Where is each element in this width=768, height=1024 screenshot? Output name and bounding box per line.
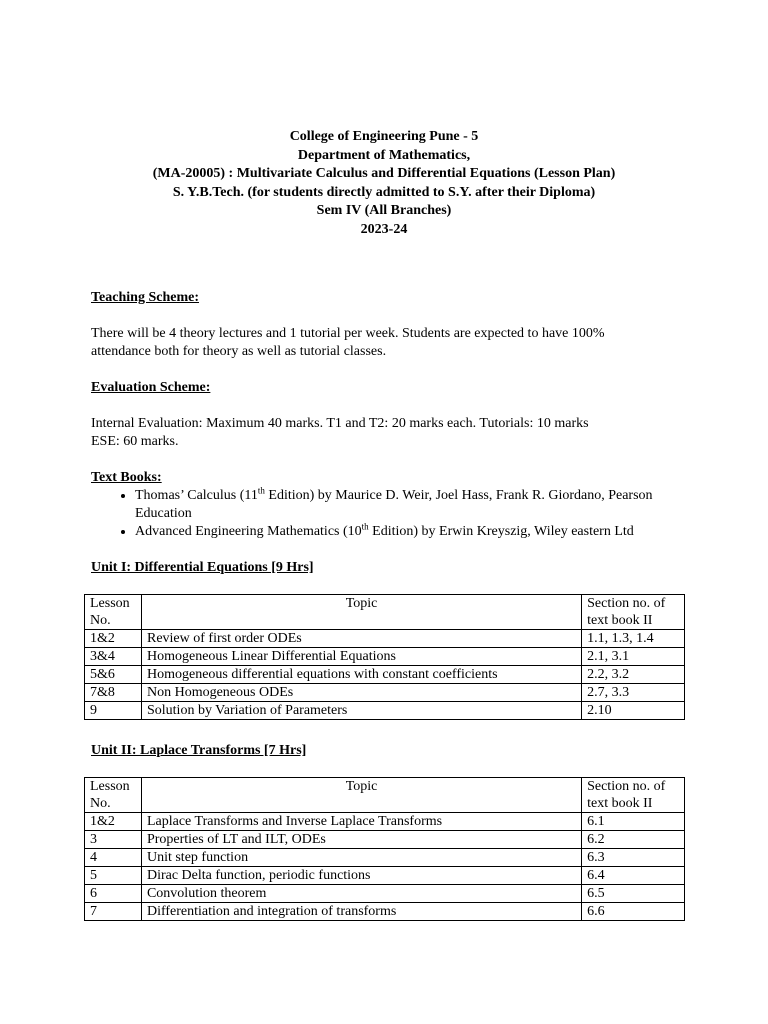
unit-1-table: [84, 594, 685, 720]
topic-cell: Laplace Transforms and Inverse Laplace Transforms: [141, 813, 581, 831]
table-row: [85, 666, 685, 684]
topic-cell: Convolution theorem: [141, 885, 581, 903]
teaching-scheme-text: There will be 4 theory lectures and 1 tutorial per week. Students are expected to have 100% attendance both for theory as well as tutorial classes.: [91, 326, 605, 359]
section-cell: 6.6: [582, 903, 685, 921]
section-cell: 6.2: [582, 831, 685, 849]
lesson-cell: 3&4: [85, 648, 142, 666]
evaluation-line-1: Internal Evaluation: Maximum 40 marks. T1 and T2: 20 marks each. Tutorials: 10 marks: [91, 416, 589, 431]
text-book-item: • Thomas’ Calculus (11th Edition) by Maurice D. Weir, Joel Hass, Frank R. Giordano, Pearson Education: [135, 487, 655, 523]
college-name: College of Engineering Pune - 5: [289, 129, 479, 144]
lesson-cell: 6: [85, 885, 142, 903]
topic-cell: Differentiation and integration of transforms: [141, 903, 581, 921]
table-row: [85, 903, 685, 921]
section-cell: 6.3: [582, 849, 685, 867]
topic-cell: Homogeneous Linear Differential Equations: [141, 648, 581, 666]
lesson-cell: 3: [85, 831, 142, 849]
table-row: [85, 849, 685, 867]
column-header: Lesson No.: [85, 595, 142, 630]
evaluation-scheme-heading: Evaluation Scheme:: [91, 380, 211, 395]
course-title: (MA-20005) : Multivariate Calculus and Differential Equations (Lesson Plan): [152, 166, 616, 181]
column-header: Section no. of text book II: [582, 595, 685, 630]
table-header-row: [85, 778, 685, 813]
section-cell: 2.2, 3.2: [582, 666, 685, 684]
program-line: S. Y.B.Tech. (for students directly admitted to S.Y. after their Diploma): [172, 184, 596, 200]
section-cell: 6.4: [582, 867, 685, 885]
topic-cell: Homogeneous differential equations with constant coefficients: [141, 666, 581, 684]
lesson-cell: 5&6: [85, 666, 142, 684]
table-row: [85, 648, 685, 666]
lesson-cell: 4: [85, 849, 142, 867]
lesson-cell: 1&2: [85, 813, 142, 831]
teaching-scheme-heading: Teaching Scheme:: [91, 290, 199, 305]
table-header-row: [85, 595, 685, 630]
column-header: Section no. of text book II: [582, 778, 685, 813]
topic-cell: Unit step function: [141, 849, 581, 867]
topic-cell: Properties of LT and ILT, ODEs: [141, 831, 581, 849]
column-header: Topic: [141, 778, 581, 813]
table-row: [85, 885, 685, 903]
text-books-list: [91, 487, 691, 541]
topic-cell: Solution by Variation of Parameters: [141, 702, 581, 720]
table-row: [85, 630, 685, 648]
section-cell: 2.10: [582, 702, 685, 720]
lesson-cell: 9: [85, 702, 142, 720]
table-row: [85, 831, 685, 849]
academic-year: 2023-24: [360, 221, 408, 237]
unit-2-table: [84, 777, 685, 921]
lesson-cell: 7&8: [85, 684, 142, 702]
document-body: [91, 289, 691, 541]
column-header: Topic: [141, 595, 581, 630]
semester-line: Sem IV (All Branches): [316, 203, 452, 218]
lesson-cell: 1&2: [85, 630, 142, 648]
table-row: [85, 867, 685, 885]
section-cell: 6.5: [582, 885, 685, 903]
lesson-cell: 7: [85, 903, 142, 921]
section-cell: 2.1, 3.1: [582, 648, 685, 666]
department-name: Department of Mathematics,: [297, 147, 471, 163]
text-book-item: • Advanced Engineering Mathematics (10th Edition) by Erwin Kreyszig, Wiley eastern Ltd: [135, 523, 691, 541]
evaluation-line-2: ESE: 60 marks.: [91, 434, 179, 449]
topic-cell: Non Homogeneous ODEs: [141, 684, 581, 702]
unit-2-title: Unit II: Laplace Transforms [7 Hrs]: [91, 743, 307, 758]
column-header: Lesson No.: [85, 778, 142, 813]
unit-1-title: Unit I: Differential Equations [9 Hrs]: [91, 560, 314, 575]
table-row: [85, 813, 685, 831]
table-row: [85, 702, 685, 720]
lesson-cell: 5: [85, 867, 142, 885]
topic-cell: Review of first order ODEs: [141, 630, 581, 648]
section-cell: 1.1, 1.3, 1.4: [582, 630, 685, 648]
topic-cell: Dirac Delta function, periodic functions: [141, 867, 581, 885]
document-header: [0, 128, 768, 239]
table-row: [85, 684, 685, 702]
text-books-heading: Text Books:: [91, 470, 162, 485]
section-cell: 6.1: [582, 813, 685, 831]
section-cell: 2.7, 3.3: [582, 684, 685, 702]
